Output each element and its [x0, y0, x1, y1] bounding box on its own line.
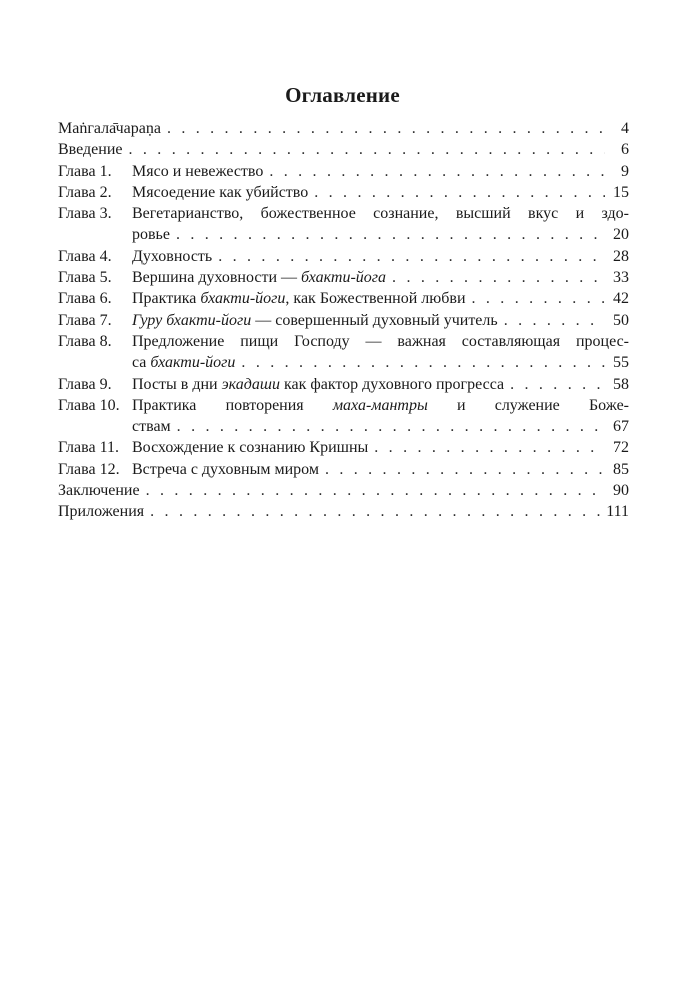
toc-entry-conclusion[interactable] [58, 480, 629, 501]
chapter-label: Глава 3. [58, 205, 112, 223]
entry-text-part: , как Божественной любви [285, 290, 466, 308]
table-of-contents [58, 118, 629, 523]
entry-text [132, 352, 235, 373]
toc-entry-chapter-5[interactable] [58, 267, 629, 288]
page-number: 55 [613, 354, 629, 372]
entry-text-italic: бхакти-йоги [200, 290, 286, 308]
entry-text [132, 310, 498, 331]
entry-text [132, 374, 504, 395]
chapter-label: Глава 6. [58, 290, 112, 308]
entry-text: Восхождение к сознанию Кришны [132, 439, 369, 457]
page-number: 15 [613, 183, 629, 201]
entry-text-part: Посты в дни [132, 375, 222, 393]
entry-text [132, 395, 629, 416]
entry-text: Мясо и невежество [132, 162, 264, 180]
toc-entry-chapter-8[interactable] [58, 331, 629, 352]
page-number: 6 [621, 141, 629, 159]
page-title: Оглавление [285, 83, 400, 107]
chapter-label: Глава 12. [58, 460, 120, 478]
leader-dots [472, 288, 606, 309]
page-number: 58 [613, 375, 629, 393]
toc-entry-chapter-9[interactable] [58, 374, 629, 395]
page-number: 42 [613, 290, 629, 308]
leader-dots [146, 480, 605, 501]
page-number: 28 [613, 247, 629, 265]
toc-entry-chapter-10[interactable] [58, 395, 629, 416]
toc-entry-introduction[interactable] [58, 139, 629, 160]
toc-entry-chapter-3[interactable] [58, 203, 629, 224]
entry-text: Вегетарианство, божественное сознание, высший вкус и здо- [132, 205, 629, 223]
entry-text: Духовность [132, 247, 213, 265]
leader-dots [176, 224, 605, 245]
chapter-label: Глава 7. [58, 311, 112, 329]
entry-text-italic: бхакти-йоги [150, 354, 236, 372]
entry-text: Мясоедение как убийство [132, 183, 309, 201]
entry-text: ровье [132, 226, 170, 244]
entry-text: Встреча с духовным миром [132, 460, 319, 478]
chapter-label: Глава 9. [58, 375, 112, 393]
entry-text [132, 288, 466, 309]
toc-entry-chapter-12[interactable] [58, 459, 629, 480]
page-number: 85 [613, 460, 629, 478]
chapter-label: Глава 11. [58, 439, 119, 457]
page-number: 72 [613, 439, 629, 457]
entry-text: Маṅгала̄чараṇа [58, 120, 161, 137]
entry-text: ствам [132, 418, 171, 436]
page-number: 90 [613, 482, 629, 500]
entry-text-italic: бхакти-йога [301, 269, 387, 287]
entry-text: Предложение пищи Господу — важная составляющая процес- [132, 332, 629, 350]
leader-dots [510, 374, 605, 395]
toc-entry-chapter-7[interactable] [58, 310, 629, 331]
entry-text-part: — совершенный духовный учитель [251, 311, 498, 329]
page-number: 33 [613, 269, 629, 287]
leader-dots [374, 437, 605, 458]
page-number: 4 [621, 120, 629, 137]
entry-text-part: Практика [132, 290, 201, 308]
leader-dots [218, 246, 605, 267]
leader-dots [269, 161, 605, 182]
leader-dots [314, 182, 605, 203]
entry-text-italic: маха-мантры [332, 396, 428, 414]
page-number: 50 [613, 311, 629, 329]
chapter-label: Глава 5. [58, 269, 112, 287]
chapter-label: Глава 8. [58, 332, 112, 350]
chapter-label: Глава 1. [58, 162, 112, 180]
chapter-label: Глава 10. [58, 396, 120, 414]
toc-entry-chapter-11[interactable] [58, 437, 629, 458]
toc-entry-chapter-3-continued[interactable] [58, 224, 629, 245]
entry-text-italic: Гуру бхакти-йоги [132, 311, 252, 329]
leader-dots [241, 352, 605, 373]
entry-text-part: как фактор духовного прогресса [279, 375, 505, 393]
entry-text: Введение [58, 141, 123, 159]
page-number: 20 [613, 226, 629, 244]
page-number: 111 [606, 503, 629, 521]
entry-text: Заключение [58, 482, 140, 500]
toc-entry-appendices[interactable] [58, 501, 629, 522]
entry-text-italic: экадаши [221, 375, 280, 393]
entry-text: Приложения [58, 503, 145, 521]
leader-dots [150, 501, 602, 522]
entry-text-part: Вершина духовности — [132, 269, 302, 287]
toc-entry-chapter-10-continued[interactable] [58, 416, 629, 437]
toc-entry-chapter-4[interactable] [58, 246, 629, 267]
toc-entry-mangalacharana[interactable] [58, 118, 629, 139]
leader-dots [325, 459, 605, 480]
leader-dots [167, 118, 605, 139]
chapter-label: Глава 4. [58, 247, 112, 265]
toc-entry-chapter-6[interactable] [58, 288, 629, 309]
leader-dots [504, 310, 605, 331]
entry-text-part: и служение Боже- [427, 396, 629, 414]
leader-dots [177, 416, 605, 437]
page-number: 9 [621, 162, 629, 180]
chapter-label: Глава 2. [58, 183, 112, 201]
leader-dots [129, 139, 606, 160]
entry-text [132, 267, 386, 288]
page-number: 67 [613, 418, 629, 436]
toc-entry-chapter-1[interactable] [58, 161, 629, 182]
toc-entry-chapter-2[interactable] [58, 182, 629, 203]
toc-entry-chapter-8-continued[interactable] [58, 352, 629, 373]
leader-dots [392, 267, 605, 288]
entry-text-part: са [132, 354, 151, 372]
entry-text-part: Практика повторения [132, 396, 333, 414]
